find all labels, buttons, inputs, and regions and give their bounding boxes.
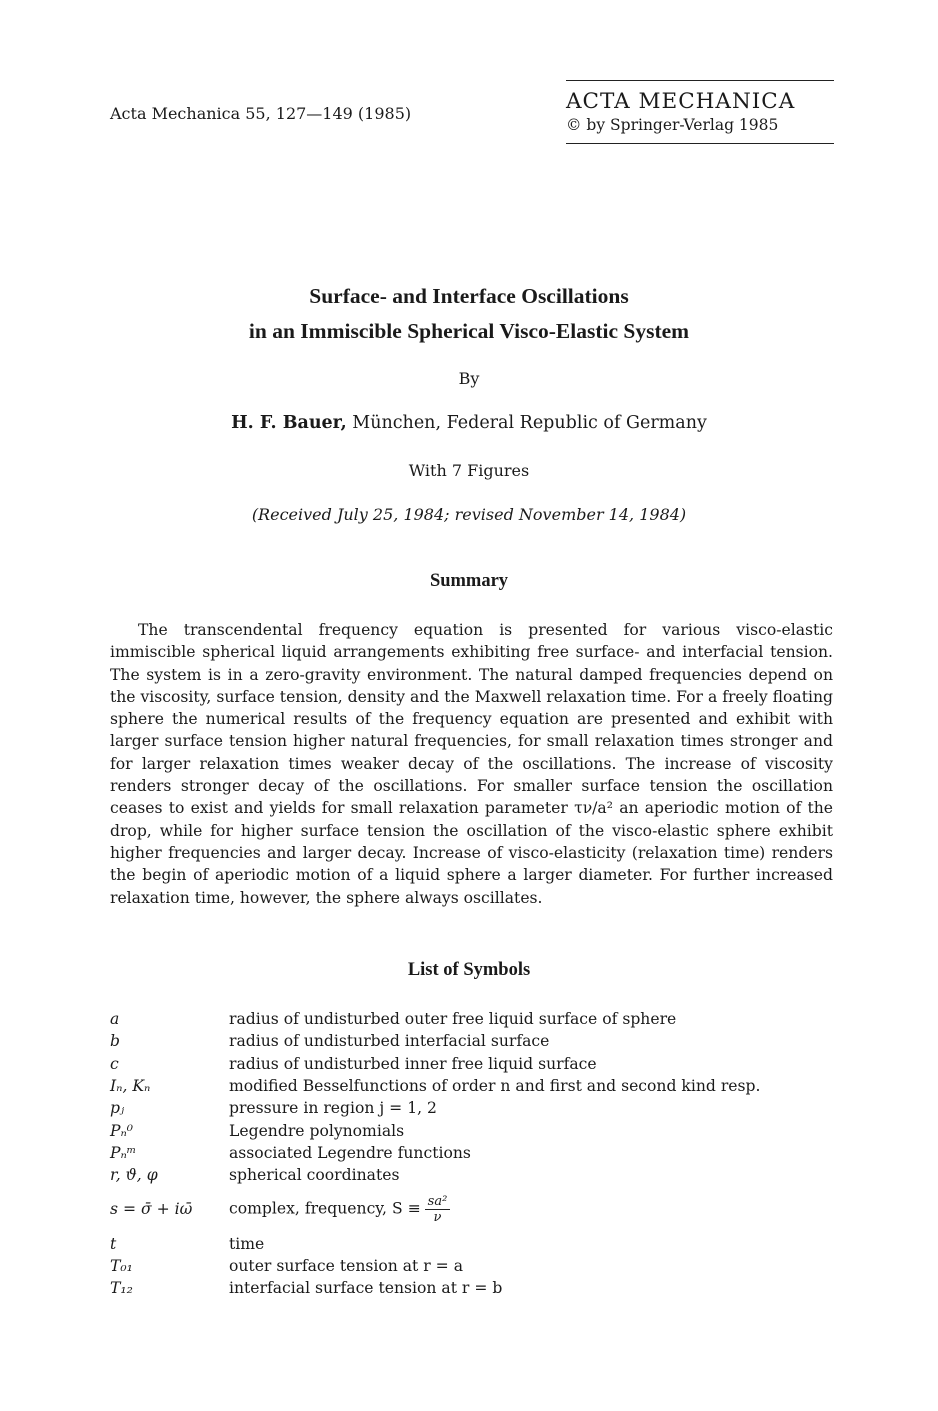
journal-masthead xyxy=(566,80,834,144)
author-affiliation: München, Federal Republic of Germany xyxy=(346,413,707,433)
symbol-row xyxy=(110,1164,834,1186)
author-name: H. F. Bauer, xyxy=(231,413,347,433)
symbols-table xyxy=(110,1008,834,1299)
symbol-description-text: radius of undisturbed outer free liquid surface of sphere xyxy=(229,1010,677,1029)
symbol: a xyxy=(110,1010,120,1029)
symbol-description-text: pressure in region j = 1, 2 xyxy=(229,1099,437,1118)
symbol-row xyxy=(110,1008,834,1030)
journal-name: ACTA MECHANICA xyxy=(566,89,796,114)
top-rule xyxy=(566,80,834,81)
symbol-description-text: outer surface tension at r = a xyxy=(229,1256,463,1275)
symbol-description xyxy=(229,1232,834,1254)
symbol: r, ϑ, φ xyxy=(110,1166,158,1185)
symbol-description xyxy=(229,1277,834,1299)
symbol-description xyxy=(229,1164,834,1186)
symbol-description-text: associated Legendre functions xyxy=(229,1143,471,1162)
copyright: © by Springer-Verlag 1985 xyxy=(566,116,779,134)
summary-paragraph: The transcendental frequency equation is presented for various visco-elastic immiscible spherical liquid arrangements exhibiting free surface- and interfacial tension. The system is in a zero-gravity environment. The natural damped frequencies depend on the viscosity, surface tension, density and the Maxwell relaxation time. For a freely floating sphere the numerical results of the frequency equation are presented and exhibit with larger surface tension higher natural frequencies, for small relaxation times stronger and for larger relaxation times weaker decay of the oscillations. The increase of viscosity renders stronger decay of the oscillations. For smaller surface tension the oscillation ceases to exist and yields for small relaxation parameter τν/a² an aperiodic motion of the drop, while for higher surface tension the oscillation of the visco-elastic sphere exhibit higher frequencies and larger decay. Increase of visco-elasticity (relaxation time) renders the begin of aperiodic motion of a liquid sphere a larger diameter. For further increased relaxation time, however, the sphere always oscillates. xyxy=(110,621,833,907)
symbol-description xyxy=(229,1053,834,1075)
symbol-description xyxy=(229,1008,834,1030)
symbol-row xyxy=(110,1119,834,1141)
symbol-description-text: spherical coordinates xyxy=(229,1166,400,1185)
symbol-row xyxy=(110,1232,834,1254)
bottom-rule xyxy=(566,143,834,144)
figure-count: With 7 Figures xyxy=(408,461,530,480)
symbol: Iₙ, Kₙ xyxy=(110,1077,151,1096)
symbol-description-text: interfacial surface tension at r = b xyxy=(229,1279,503,1298)
symbol-row xyxy=(110,1075,834,1097)
symbol-description-text: radius of undisturbed inner free liquid surface xyxy=(229,1054,597,1073)
summary-body xyxy=(110,619,833,909)
symbol-row xyxy=(110,1030,834,1052)
symbol-description xyxy=(229,1075,834,1097)
symbol: s = σ̄ + iω̄ xyxy=(110,1200,193,1219)
fraction-denominator: ν xyxy=(433,1209,442,1225)
title-line-1: Surface- and Interface Oscillations xyxy=(309,284,629,308)
symbol-description-text: complex, frequency, S ≡ xyxy=(229,1199,421,1218)
fraction-numerator: sa² xyxy=(425,1194,451,1210)
symbol-row xyxy=(110,1142,834,1164)
symbol-description-text: radius of undisturbed interfacial surface xyxy=(229,1032,550,1051)
symbol-description xyxy=(229,1097,834,1119)
fraction xyxy=(425,1194,451,1225)
symbol-row xyxy=(110,1277,834,1299)
symbol-description-text: modified Besselfunctions of order n and first and second kind resp. xyxy=(229,1077,761,1096)
symbol: t xyxy=(110,1234,117,1253)
symbol: pⱼ xyxy=(110,1099,125,1118)
summary-heading: Summary xyxy=(429,571,509,591)
by-line: By xyxy=(458,369,480,388)
symbol: Pₙ⁰ xyxy=(110,1121,134,1140)
symbol-description xyxy=(229,1255,834,1277)
citation: Acta Mechanica 55, 127—149 (1985) xyxy=(110,104,412,123)
symbol-row xyxy=(110,1053,834,1075)
symbol: Pₙᵐ xyxy=(110,1143,137,1162)
symbol: T₀₁ xyxy=(110,1256,133,1275)
symbol-description xyxy=(229,1030,834,1052)
title-line-2: in an Immiscible Spherical Visco-Elastic System xyxy=(248,319,690,343)
symbol: b xyxy=(110,1032,120,1051)
symbol-row xyxy=(110,1255,834,1277)
symbol: c xyxy=(110,1054,119,1073)
symbol-description-text: Legendre polynomials xyxy=(229,1121,405,1140)
symbol-description-text: time xyxy=(229,1234,265,1253)
symbol-row xyxy=(110,1097,834,1119)
symbol-description xyxy=(229,1119,834,1141)
received-dates: (Received July 25, 1984; revised November 14, 1984) xyxy=(251,505,687,524)
symbol-description xyxy=(229,1142,834,1164)
symbol-row xyxy=(110,1186,834,1232)
symbol: T₁₂ xyxy=(110,1279,133,1298)
symbols-heading: List of Symbols xyxy=(407,960,531,980)
author-line xyxy=(0,413,938,433)
symbol-description xyxy=(229,1186,834,1232)
